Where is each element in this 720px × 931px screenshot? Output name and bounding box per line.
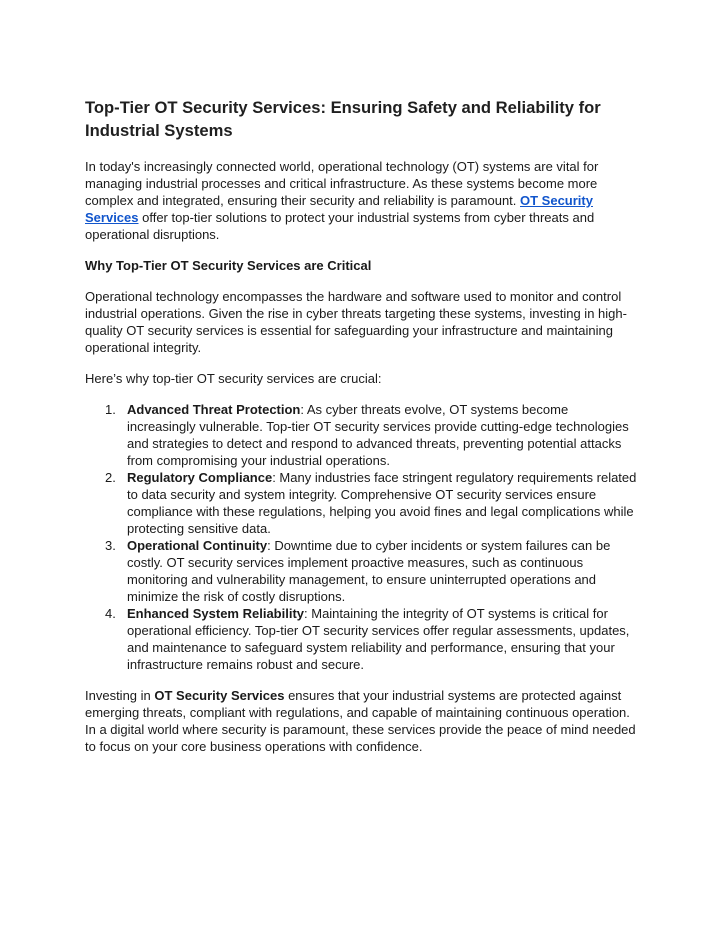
- page-title: Top-Tier OT Security Services: Ensuring Safety and Reliability for Industrial Systems: [85, 98, 601, 140]
- list-item-text: : As cyber threats evolve, OT systems become increasingly vulnerable. Top-tier OT security services provide cutting-edge technologies and strategies to detect and respond to advanced threats, preventing potential attacks from compromising your industrial operations.: [127, 402, 629, 468]
- closing-text-start: Investing in: [85, 688, 155, 703]
- list-item-number: 1.: [105, 402, 116, 417]
- list-intro: Here’s why top-tier OT security services are crucial:: [85, 371, 382, 386]
- list-item-text: : Many industries face stringent regulatory requirements related to data security and system integrity. Comprehensive OT security services ensure compliance with these regulations, helping you avoid fines and legal complications while protecting sensitive data.: [127, 470, 637, 536]
- reasons-list: [85, 401, 637, 673]
- list-item-text: : Maintaining the integrity of OT systems is critical for operational efficiency. Top-tier OT security services offer regular assessments, updates, and maintenance to safeguard system reliability and performance, ensuring that your infrastructure remains robust and secure.: [127, 606, 630, 672]
- closing-paragraph: [85, 687, 637, 755]
- list-item-number: 3.: [105, 538, 116, 553]
- ot-paragraph: Operational technology encompasses the hardware and software used to monitor and control industrial operations. Given the rise in cyber threats targeting these systems, investing in high-quality OT security services is essential for safeguarding your infrastructure and maintaining operational integrity.: [85, 289, 627, 355]
- intro-text-end: offer top-tier solutions to protect your industrial systems from cyber threats and operational disruptions.: [85, 210, 595, 242]
- list-item-term: Operational Continuity: [127, 538, 268, 553]
- section-heading: Why Top-Tier OT Security Services are Critical: [85, 258, 372, 273]
- list-item-number: 4.: [105, 606, 116, 621]
- list-item-number: 2.: [105, 470, 116, 485]
- intro-paragraph: [85, 158, 637, 243]
- closing-text-end: ensures that your industrial systems are protected against emerging threats, compliant with regulations, and capable of maintaining continuous operation. In a digital world where security is paramount, these services provide the peace of mind needed to focus on your core business operations with confidence.: [85, 688, 636, 754]
- list-item: [85, 605, 637, 673]
- ot-security-services-link[interactable]: OT Security Services: [85, 193, 593, 225]
- list-item: [85, 469, 637, 537]
- document-page: [85, 96, 637, 755]
- intro-text-start: In today's increasingly connected world, operational technology (OT) systems are vital for managing industrial processes and critical infrastructure. As these systems become more complex and integrated, ensuring their security and reliability is paramount.: [85, 159, 599, 208]
- list-item-term: Enhanced System Reliability: [127, 606, 305, 621]
- list-item-text: : Downtime due to cyber incidents or system failures can be costly. OT security services implement proactive measures, such as continuous monitoring and vulnerability management, to ensure uninterrupted operations and minimize the risk of costly disruptions.: [127, 538, 611, 604]
- closing-bold-term: OT Security Services: [154, 688, 285, 703]
- list-item: [85, 401, 637, 469]
- list-item-term: Regulatory Compliance: [127, 470, 273, 485]
- list-item: [85, 537, 637, 605]
- list-item-term: Advanced Threat Protection: [127, 402, 301, 417]
